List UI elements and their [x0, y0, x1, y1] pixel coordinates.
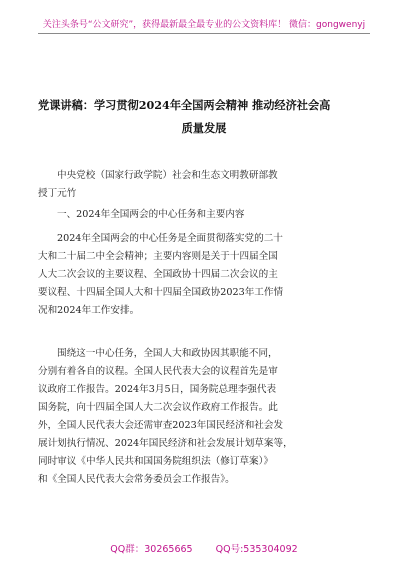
section-heading-text: 一、2024年全国两会的中心任务和主要内容	[57, 209, 245, 220]
paragraph-1	[38, 230, 370, 320]
paragraph-2	[38, 345, 370, 489]
paragraph-2-line: 和《全国人民代表大会常务委员会工作报告》。	[38, 474, 235, 485]
paragraph-1-line: 况和2024年工作安排。	[38, 305, 140, 316]
paragraph-2-line: 外，全国人民代表大会还需审查2023年国民经济和社会发	[38, 420, 284, 431]
footer-contact	[0, 541, 408, 555]
paragraph-2-line: 议政府工作报告。2024年3月5日，国务院总理李强代表	[38, 384, 277, 395]
author-byline	[38, 167, 370, 203]
paragraph-2-line: 国务院，向十四届全国人大二次会议作政府工作报告。此	[38, 402, 278, 413]
paragraph-1-line: 大和二十届二中全会精神；主要内容则是关于十四届全国	[38, 251, 278, 262]
paragraph-1-line: 要议程、十四届全国人大和十四届全国政协2023年工作情	[38, 287, 284, 298]
paragraph-1-line: 2024年全国两会的中心任务是全面贯彻落实党的二十	[57, 233, 283, 244]
paragraph-2-line: 分别有着各自的议程。全国人民代表大会的议程首先是审	[38, 366, 278, 377]
paragraph-2-line: 同时审议《中华人民共和国国务院组织法（修订草案）》	[38, 456, 274, 467]
document-title-line-1: 党课讲稿：学习贯彻2024年全国两会精神 推动经济社会高	[38, 98, 331, 112]
section-heading	[38, 206, 370, 224]
footer-qq-number: QQ号:535304092	[215, 544, 298, 555]
header-promo-note: 关注头条号“公文研究”，获得最新最全最专业的公文资料库！ 微信：gongwenyj	[42, 20, 366, 30]
header-divider	[38, 33, 370, 34]
byline-line-1: 中央党校（国家行政学院）社会和生态文明教研部教	[57, 170, 278, 181]
document-title-line-2: 质量发展	[181, 121, 227, 135]
paragraph-2-line: 围绕这一中心任务，全国人大和政协因其职能不同，	[57, 348, 278, 359]
byline-line-2: 授丁元竹	[38, 188, 77, 199]
footer-qq-group: QQ群：30265665	[110, 544, 193, 555]
paragraph-2-line: 展计划执行情况、2024年国民经济和社会发展计划草案等，	[38, 438, 293, 449]
paragraph-1-line: 人大二次会议的主要议程、全国政协十四届二次会议的主	[38, 269, 278, 280]
